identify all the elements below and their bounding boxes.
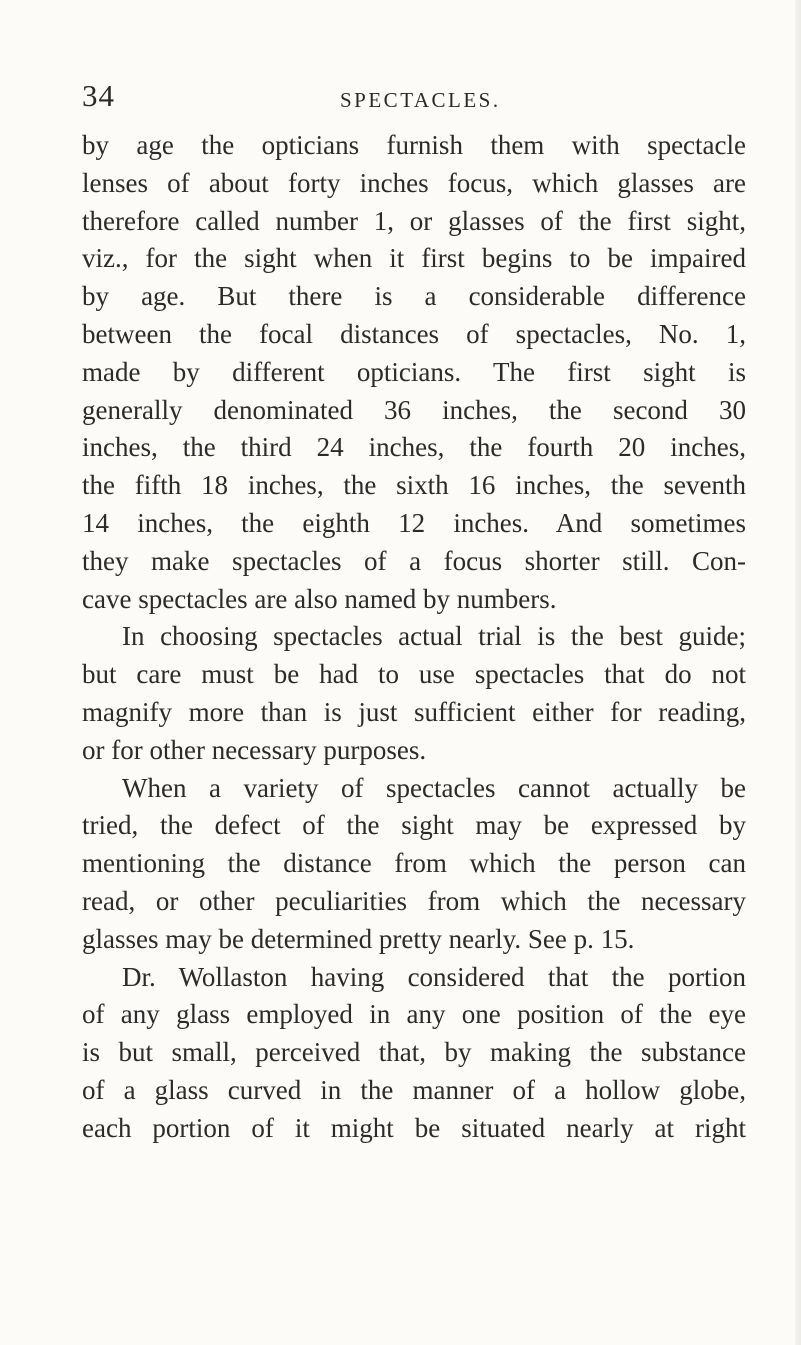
text-line: 14 inches, the eighth 12 inches. And sometimes	[82, 507, 746, 538]
text-line: each portion of it might be situated nearly at right	[82, 1112, 746, 1143]
text-line: generally denominated 36 inches, the second 30	[82, 394, 746, 425]
text-line: but care must be had to use spectacles that do not	[82, 659, 746, 690]
text-line: When a variety of spectacles cannot actually be	[122, 772, 746, 803]
page-edge	[795, 0, 801, 1345]
text-line: is but small, perceived that, by making the substance	[82, 1037, 746, 1068]
text-line: viz., for the sight when it first begins to be impaired	[82, 243, 746, 274]
text-line: the fifth 18 inches, the sixth 16 inches, the seventh	[82, 470, 746, 501]
text-line: inches, the third 24 inches, the fourth 20 inches,	[82, 432, 746, 463]
text-line: made by different opticians. The first sight is	[82, 356, 746, 387]
text-line: by age. But there is a considerable difference	[82, 281, 746, 312]
text-line: tried, the defect of the sight may be expressed by	[82, 810, 746, 841]
running-head: SPECTACLES.	[340, 88, 501, 112]
text-line: Dr. Wollaston having considered that the portion	[122, 961, 746, 992]
text-line: they make spectacles of a focus shorter still. Con-	[82, 545, 746, 576]
text-line: between the focal distances of spectacles, No. 1,	[82, 318, 746, 349]
text-line: lenses of about forty inches focus, which glasses are	[82, 167, 746, 198]
body-text	[82, 127, 746, 1148]
text-line: cave spectacles are also named by numbers.	[82, 583, 557, 614]
text-line: In choosing spectacles actual trial is the best guide;	[122, 621, 746, 652]
page-header	[82, 78, 744, 118]
text-line: read, or other peculiarities from which the necessary	[82, 885, 746, 916]
text-line: mentioning the distance from which the person can	[82, 848, 746, 879]
text-line: or for other necessary purposes.	[82, 734, 427, 765]
text-line: of a glass curved in the manner of a hollow globe,	[82, 1074, 746, 1105]
text-line: magnify more than is just sufficient either for reading,	[82, 696, 746, 727]
text-line: by age the opticians furnish them with spectacle	[82, 130, 746, 160]
text-line: therefore called number 1, or glasses of the first sight,	[82, 205, 746, 236]
text-line: of any glass employed in any one position of the eye	[82, 999, 746, 1030]
page-number: 34	[82, 78, 115, 113]
text-line: glasses may be determined pretty nearly. See p. 15.	[82, 923, 635, 954]
